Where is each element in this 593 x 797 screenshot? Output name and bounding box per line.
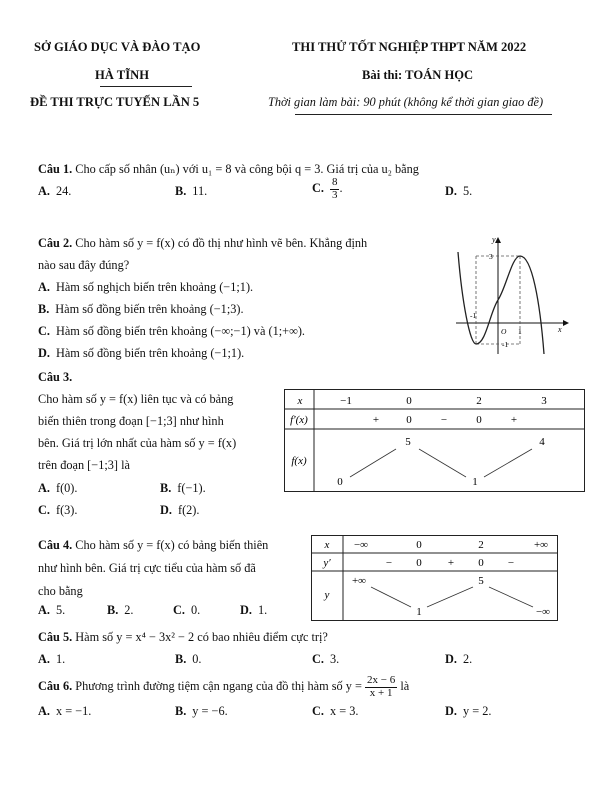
svg-text:0: 0 [478, 557, 484, 569]
y-axis-label: y [492, 235, 496, 244]
question-text: biến thiên trong đoạn [−1;3] như hình [38, 414, 224, 428]
svg-text:−∞: −∞ [353, 539, 369, 551]
q4-option-d[interactable]: D. 1. [240, 603, 268, 617]
q3-option-d[interactable]: D. f(2). [160, 503, 200, 517]
svg-text:4: 4 [539, 436, 545, 448]
q2-option-d[interactable]: D. Hàm số đồng biến trên khoảng (−1;1). [38, 346, 245, 360]
question-text: Cho cấp số nhân (uₙ) với u₁ = 8 và công bội q = 3. Giá trị của u₂ bằng [75, 162, 419, 176]
question-text: Cho hàm số y = f(x) liên tục và có bảng [38, 392, 234, 406]
dept-name: SỞ GIÁO DỤC VÀ ĐÀO TẠO [34, 40, 201, 54]
svg-text:−1: −1 [340, 395, 352, 407]
q4-option-c[interactable]: C. 0. [173, 603, 201, 617]
question-1 [38, 162, 419, 177]
svg-text:x: x [324, 539, 330, 551]
q5-option-c[interactable]: C. 3. [312, 652, 340, 666]
q1-option-b[interactable]: B. 11. [175, 184, 208, 198]
svg-text:0: 0 [476, 414, 482, 426]
svg-text:y: y [324, 589, 330, 601]
question-text: như hình bên. Giá trị cực tiểu của hàm số đã [38, 561, 256, 575]
question-3-label: Câu 3. [38, 370, 73, 384]
q1-option-c[interactable]: C. $\frac{8}{3}$ . [312, 176, 343, 201]
svg-text:−∞: −∞ [535, 606, 551, 618]
q2-option-c[interactable]: C. Hàm số đồng biến trên khoảng (−∞;−1) và (1;+∞). [38, 324, 306, 338]
q6-option-d[interactable]: D. y = 2. [445, 704, 492, 718]
q6-option-b[interactable]: B. y = −6. [175, 704, 228, 718]
q3-option-c[interactable]: C. f(3). [38, 503, 78, 517]
svg-text:2: 2 [476, 395, 482, 407]
svg-text:0: 0 [406, 414, 412, 426]
question-6: Câu 6. Phương trình đường tiệm cận ngang của đồ thị hàm số y = $\frac{2x - 6}{x + 1}$ là [38, 674, 410, 699]
fraction: $\frac{8}{3}$ [331, 176, 338, 201]
q3-option-b[interactable]: B. f(−1). [160, 481, 206, 495]
q4-option-a[interactable]: A. 5. [38, 603, 66, 617]
svg-text:0: 0 [416, 557, 422, 569]
tick-label: -1 [502, 340, 509, 349]
question-label: Câu 1. [38, 162, 73, 176]
svg-text:0: 0 [337, 476, 343, 488]
question-text-cont: nào sau đây đúng? [38, 258, 130, 272]
q2-option-b[interactable]: B. Hàm số đồng biến trên khoảng (−1;3). [38, 302, 244, 316]
curve [458, 252, 544, 354]
question-4: Câu 4. Cho hàm số y = f(x) có bảng biến thiên [38, 538, 269, 552]
q5-option-a[interactable]: A. 1. [38, 652, 66, 666]
question-text: trên đoạn [−1;3] là [38, 458, 130, 472]
subject: Bài thi: TOÁN HỌC [362, 68, 474, 82]
q5-option-d[interactable]: D. 2. [445, 652, 473, 666]
svg-text:5: 5 [405, 436, 411, 448]
svg-text:3: 3 [541, 395, 547, 407]
svg-text:0: 0 [406, 395, 412, 407]
svg-text:−: − [385, 557, 393, 569]
svg-text:+: + [372, 414, 380, 426]
tick-label: 1 [518, 327, 522, 336]
svg-text:−: − [507, 557, 515, 569]
svg-text:f′(x): f′(x) [290, 414, 308, 426]
q2-option-a[interactable]: A. Hàm số nghịch biến trên khoảng (−1;1). [38, 280, 254, 294]
fraction: $\frac{2x - 6}{x + 1}$ [367, 674, 396, 699]
question-5: Câu 5. Hàm số y = x⁴ − 3x² − 2 có bao nhiêu điểm cực trị? [38, 630, 328, 644]
duration: Thời gian làm bài: 90 phút (không kể thời gian giao đề) [268, 95, 544, 109]
question-text: bên. Giá trị lớn nhất của hàm số y = f(x) [38, 436, 237, 450]
tick-label: 3 [489, 252, 493, 261]
q1-option-a[interactable]: A. 24. [38, 184, 72, 198]
divider [295, 114, 552, 115]
svg-text:f(x): f(x) [291, 455, 307, 467]
svg-text:+∞: +∞ [533, 539, 549, 551]
function-graph [448, 232, 573, 357]
svg-text:1: 1 [416, 606, 422, 618]
svg-text:0: 0 [416, 539, 422, 551]
tick-label: O [501, 327, 507, 336]
svg-text:y′: y′ [323, 557, 331, 569]
svg-text:x: x [297, 395, 303, 407]
svg-text:5: 5 [478, 575, 484, 587]
exam-round: ĐỀ THI TRỰC TUYẾN LẦN 5 [30, 95, 200, 109]
q4-option-b[interactable]: B. 2. [107, 603, 134, 617]
q3-option-a[interactable]: A. f(0). [38, 481, 78, 495]
q6-option-a[interactable]: A. x = −1. [38, 704, 92, 718]
svg-text:+: + [447, 557, 455, 569]
tick-label: -1 [470, 311, 477, 320]
svg-text:+∞: +∞ [351, 575, 367, 587]
svg-text:−: − [440, 414, 448, 426]
question-text: cho bằng [38, 584, 83, 598]
question-2: Câu 2. Cho hàm số y = f(x) có đồ thị như hình vẽ bên. Khẳng định [38, 236, 368, 250]
svg-text:+: + [510, 414, 518, 426]
exam-title: THI THỬ TỐT NGHIỆP THPT NĂM 2022 [292, 40, 527, 54]
variation-table-q4 [311, 535, 559, 622]
variation-table-q3 [284, 389, 586, 493]
q6-option-c[interactable]: C. x = 3. [312, 704, 359, 718]
x-axis-label: x [558, 325, 562, 334]
svg-text:2: 2 [478, 539, 484, 551]
divider [100, 86, 192, 87]
svg-text:1: 1 [472, 476, 478, 488]
q1-option-d[interactable]: D. 5. [445, 184, 473, 198]
q5-option-b[interactable]: B. 0. [175, 652, 202, 666]
province-name: HÀ TĨNH [95, 68, 150, 82]
